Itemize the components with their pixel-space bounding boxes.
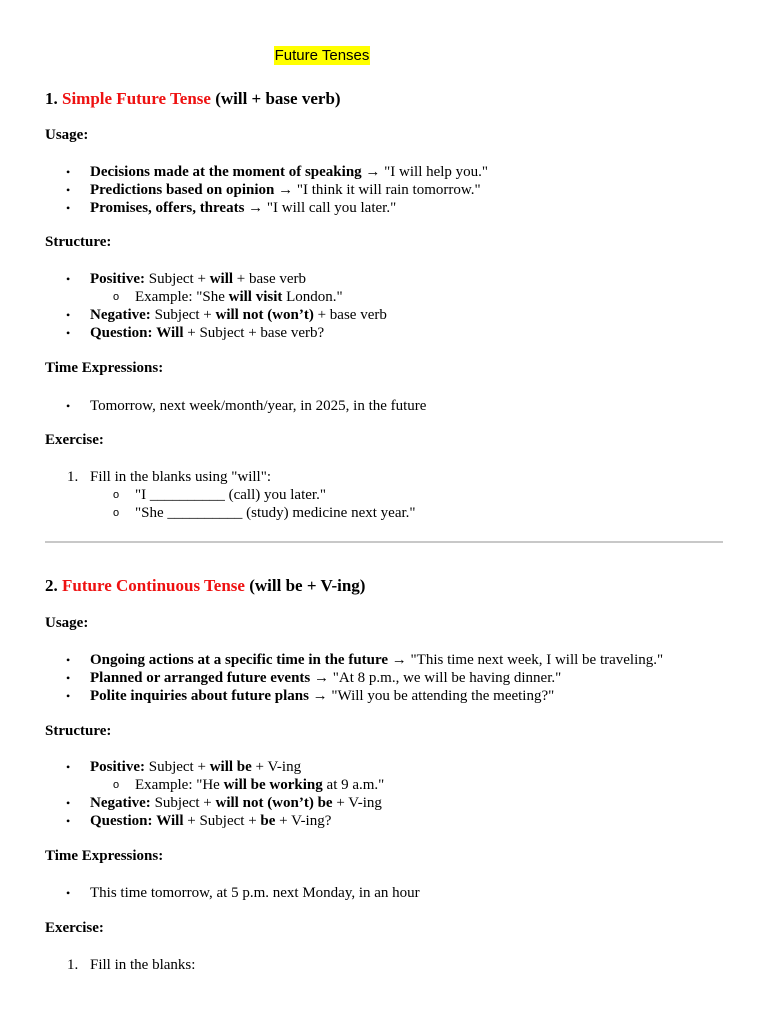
bullet-marker: • xyxy=(66,796,71,810)
section-1-structure-heading: Structure: xyxy=(45,234,112,250)
bullet-marker: • xyxy=(66,272,71,286)
list-item xyxy=(45,687,663,705)
bullet-marker: • xyxy=(66,886,71,900)
list-item xyxy=(45,468,416,486)
usage-example: "At 8 p.m., we will be having dinner." xyxy=(332,670,562,686)
list-item xyxy=(45,181,488,199)
list-item xyxy=(45,324,387,342)
exercise-sentence: "She __________ (study) medicine next year." xyxy=(135,505,416,521)
structure-label: Negative: xyxy=(90,307,151,323)
sub-bullet-marker: o xyxy=(113,779,120,791)
section-1-exercise-heading: Exercise: xyxy=(45,432,104,448)
sub-list xyxy=(45,776,384,794)
usage-example: "I will help you." xyxy=(384,164,489,180)
section-divider xyxy=(45,541,723,543)
section-1-usage-heading: Usage: xyxy=(45,127,89,143)
structure-text: Subject + xyxy=(148,271,206,287)
structure-key: will xyxy=(209,271,234,287)
bullet-marker: • xyxy=(66,326,71,340)
list-item xyxy=(45,163,488,181)
usage-example: "Will you be attending the meeting?" xyxy=(331,688,555,704)
list-item xyxy=(45,306,387,324)
sub-list-item xyxy=(45,288,387,306)
list-item xyxy=(45,669,663,687)
sub-list-item xyxy=(45,504,416,522)
arrow-icon: → xyxy=(365,164,381,180)
section-1-structure-list xyxy=(45,270,387,342)
document-title xyxy=(0,47,644,64)
section-1-usage-list xyxy=(45,163,488,217)
section-1-time-heading: Time Expressions: xyxy=(45,360,164,376)
usage-label: Ongoing actions at a specific time in the future xyxy=(90,652,389,668)
section-2-time-heading: Time Expressions: xyxy=(45,848,164,864)
list-item xyxy=(45,199,488,217)
example-text: Example: "He xyxy=(135,777,220,793)
example-key: will be working xyxy=(223,777,323,793)
list-item xyxy=(45,486,416,521)
document-title-text: Future Tenses xyxy=(274,47,370,64)
list-item xyxy=(45,397,426,415)
section-2-number: 2. xyxy=(45,576,58,595)
exercise-text: Fill in the blanks: xyxy=(90,957,196,973)
sub-bullet-marker: o xyxy=(113,507,120,519)
structure-key: Will xyxy=(156,813,184,829)
section-2-structure-list xyxy=(45,758,384,830)
structure-key: will not (won’t) xyxy=(215,307,314,323)
section-2-formula: (will be + V-ing) xyxy=(249,576,366,595)
structure-label: Question: xyxy=(90,813,153,829)
section-1-time-list xyxy=(45,397,426,415)
exercise-sentence: "I __________ (call) you later." xyxy=(135,487,326,503)
bullet-marker: • xyxy=(66,814,71,828)
structure-text: Subject + xyxy=(154,795,212,811)
sub-bullet-marker: o xyxy=(113,291,120,303)
usage-label: Promises, offers, threats xyxy=(90,200,245,216)
arrow-icon: → xyxy=(314,670,330,686)
list-item xyxy=(45,270,387,288)
structure-text: Subject + xyxy=(154,307,212,323)
usage-label: Polite inquiries about future plans xyxy=(90,688,309,704)
section-2-exercise-heading: Exercise: xyxy=(45,920,104,936)
bullet-marker: • xyxy=(66,165,71,179)
structure-text: + Subject + xyxy=(187,813,257,829)
sub-list xyxy=(45,486,416,522)
usage-example: "I will call you later." xyxy=(266,200,397,216)
example-key: will visit xyxy=(228,289,283,305)
section-2-usage-heading: Usage: xyxy=(45,615,89,631)
exercise-text: Fill in the blanks using "will": xyxy=(90,469,272,485)
bullet-marker: • xyxy=(66,399,71,413)
list-item xyxy=(45,758,384,776)
structure-key: will not (won’t) be xyxy=(215,795,333,811)
list-item xyxy=(45,812,384,830)
sub-list xyxy=(45,288,387,306)
structure-text: + V-ing xyxy=(255,759,302,775)
list-item xyxy=(45,288,387,306)
usage-label: Decisions made at the moment of speaking xyxy=(90,164,362,180)
list-item xyxy=(45,794,384,812)
usage-label: Planned or arranged future events xyxy=(90,670,311,686)
section-2-time-list xyxy=(45,884,420,902)
usage-example: "This time next week, I will be traveling." xyxy=(410,652,664,668)
list-item xyxy=(45,776,384,794)
bullet-marker: • xyxy=(66,671,71,685)
list-item xyxy=(45,651,663,669)
arrow-icon: → xyxy=(312,688,328,704)
structure-label: Positive: xyxy=(90,271,145,287)
structure-key: Will xyxy=(156,325,184,341)
structure-text: + V-ing? xyxy=(279,813,332,829)
bullet-marker: • xyxy=(66,689,71,703)
bullet-marker: • xyxy=(66,308,71,322)
sub-list-item xyxy=(45,776,384,794)
section-2-title xyxy=(45,576,365,596)
section-1-formula: (will + base verb) xyxy=(215,89,341,108)
structure-text: + base verb xyxy=(236,271,307,287)
structure-text: Subject + xyxy=(148,759,206,775)
time-expressions-text: This time tomorrow, at 5 p.m. next Monday, in an hour xyxy=(90,885,420,901)
bullet-marker: • xyxy=(66,201,71,215)
bullet-marker: • xyxy=(66,760,71,774)
sub-list-item xyxy=(45,486,416,504)
structure-text: + base verb xyxy=(317,307,387,323)
bullet-marker: • xyxy=(66,183,71,197)
bullet-marker: • xyxy=(66,653,71,667)
section-1-title xyxy=(45,89,341,109)
arrow-icon: → xyxy=(278,182,294,198)
structure-key: will be xyxy=(209,759,252,775)
usage-label: Predictions based on opinion xyxy=(90,182,275,198)
list-item xyxy=(45,884,420,902)
structure-label: Question: xyxy=(90,325,153,341)
structure-key: be xyxy=(260,813,276,829)
time-expressions-text: Tomorrow, next week/month/year, in 2025, in the future xyxy=(90,398,427,414)
usage-example: "I think it will rain tomorrow." xyxy=(296,182,481,198)
example-text: at 9 a.m." xyxy=(326,777,385,793)
number-marker: 1. xyxy=(67,957,79,973)
example-text: London." xyxy=(286,289,343,305)
example-text: Example: "She xyxy=(135,289,225,305)
section-1-name: Simple Future Tense xyxy=(62,89,211,108)
section-1-exercise-list xyxy=(45,468,416,521)
structure-label: Positive: xyxy=(90,759,145,775)
sub-bullet-marker: o xyxy=(113,489,120,501)
section-1-number: 1. xyxy=(45,89,58,108)
arrow-icon: → xyxy=(248,200,264,216)
arrow-icon: → xyxy=(391,652,407,668)
section-2-name: Future Continuous Tense xyxy=(62,576,245,595)
section-2-usage-list xyxy=(45,651,663,705)
section-2-structure-heading: Structure: xyxy=(45,723,112,739)
number-marker: 1. xyxy=(67,469,79,485)
structure-text: + V-ing xyxy=(336,795,382,811)
structure-text: + Subject + base verb? xyxy=(187,325,325,341)
section-2-exercise-list xyxy=(45,956,195,974)
list-item xyxy=(45,956,195,974)
structure-label: Negative: xyxy=(90,795,151,811)
